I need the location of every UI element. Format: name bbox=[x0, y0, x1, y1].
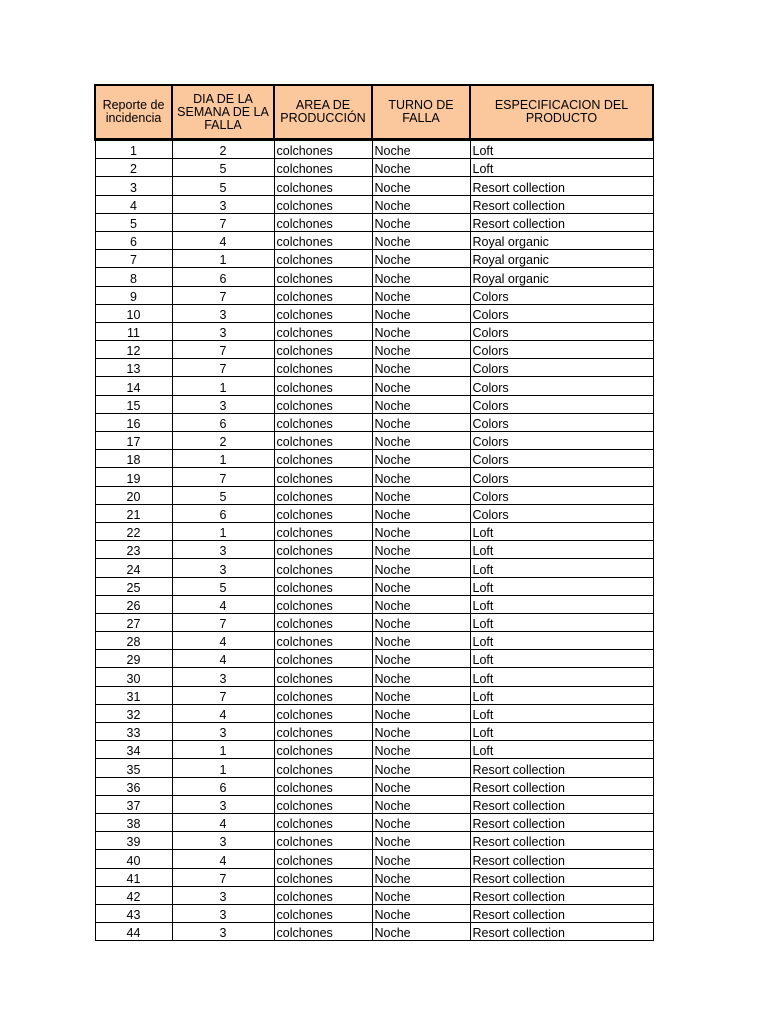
cell-reporte: 17 bbox=[95, 432, 172, 450]
cell-area: colchones bbox=[274, 632, 372, 650]
cell-area: colchones bbox=[274, 413, 372, 431]
cell-turno: Noche bbox=[372, 577, 470, 595]
cell-especificacion: Colors bbox=[470, 468, 653, 486]
table-row bbox=[95, 432, 653, 450]
table-row bbox=[95, 159, 653, 177]
cell-especificacion: Loft bbox=[470, 140, 653, 159]
cell-turno: Noche bbox=[372, 504, 470, 522]
incident-report-table bbox=[94, 84, 654, 941]
cell-dia: 6 bbox=[172, 268, 274, 286]
cell-area: colchones bbox=[274, 704, 372, 722]
cell-reporte: 23 bbox=[95, 541, 172, 559]
header-especificacion-producto: ESPECIFICACION DEL PRODUCTO bbox=[470, 85, 653, 140]
cell-area: colchones bbox=[274, 795, 372, 813]
table-row bbox=[95, 359, 653, 377]
table-row bbox=[95, 268, 653, 286]
cell-reporte: 22 bbox=[95, 522, 172, 540]
cell-turno: Noche bbox=[372, 195, 470, 213]
cell-dia: 2 bbox=[172, 432, 274, 450]
cell-dia: 7 bbox=[172, 359, 274, 377]
cell-reporte: 28 bbox=[95, 632, 172, 650]
cell-area: colchones bbox=[274, 832, 372, 850]
cell-especificacion: Colors bbox=[470, 504, 653, 522]
cell-area: colchones bbox=[274, 650, 372, 668]
cell-dia: 7 bbox=[172, 868, 274, 886]
cell-turno: Noche bbox=[372, 595, 470, 613]
cell-turno: Noche bbox=[372, 341, 470, 359]
cell-turno: Noche bbox=[372, 795, 470, 813]
cell-dia: 3 bbox=[172, 904, 274, 922]
table-row bbox=[95, 486, 653, 504]
table-row bbox=[95, 195, 653, 213]
cell-turno: Noche bbox=[372, 813, 470, 831]
cell-especificacion: Loft bbox=[470, 559, 653, 577]
cell-turno: Noche bbox=[372, 286, 470, 304]
cell-dia: 7 bbox=[172, 468, 274, 486]
cell-especificacion: Resort collection bbox=[470, 777, 653, 795]
cell-reporte: 6 bbox=[95, 231, 172, 249]
table-row bbox=[95, 850, 653, 868]
cell-especificacion: Royal organic bbox=[470, 250, 653, 268]
cell-area: colchones bbox=[274, 504, 372, 522]
cell-especificacion: Colors bbox=[470, 450, 653, 468]
cell-dia: 1 bbox=[172, 250, 274, 268]
table-row bbox=[95, 322, 653, 340]
cell-area: colchones bbox=[274, 286, 372, 304]
cell-especificacion: Resort collection bbox=[470, 213, 653, 231]
cell-reporte: 1 bbox=[95, 140, 172, 159]
header-turno-falla: TURNO DE FALLA bbox=[372, 85, 470, 140]
cell-dia: 3 bbox=[172, 322, 274, 340]
cell-reporte: 24 bbox=[95, 559, 172, 577]
cell-especificacion: Colors bbox=[470, 432, 653, 450]
cell-area: colchones bbox=[274, 595, 372, 613]
cell-dia: 5 bbox=[172, 577, 274, 595]
cell-especificacion: Loft bbox=[470, 541, 653, 559]
cell-especificacion: Resort collection bbox=[470, 195, 653, 213]
cell-reporte: 44 bbox=[95, 923, 172, 941]
table-row bbox=[95, 577, 653, 595]
cell-especificacion: Loft bbox=[470, 723, 653, 741]
cell-reporte: 8 bbox=[95, 268, 172, 286]
cell-turno: Noche bbox=[372, 395, 470, 413]
cell-reporte: 29 bbox=[95, 650, 172, 668]
table-row bbox=[95, 304, 653, 322]
table-row bbox=[95, 140, 653, 159]
cell-area: colchones bbox=[274, 741, 372, 759]
cell-reporte: 25 bbox=[95, 577, 172, 595]
cell-reporte: 19 bbox=[95, 468, 172, 486]
cell-reporte: 40 bbox=[95, 850, 172, 868]
cell-dia: 1 bbox=[172, 377, 274, 395]
cell-reporte: 42 bbox=[95, 886, 172, 904]
cell-area: colchones bbox=[274, 159, 372, 177]
cell-dia: 4 bbox=[172, 595, 274, 613]
cell-dia: 6 bbox=[172, 777, 274, 795]
table-row bbox=[95, 395, 653, 413]
cell-turno: Noche bbox=[372, 322, 470, 340]
cell-dia: 4 bbox=[172, 850, 274, 868]
cell-especificacion: Loft bbox=[470, 632, 653, 650]
cell-reporte: 14 bbox=[95, 377, 172, 395]
cell-area: colchones bbox=[274, 195, 372, 213]
table-row bbox=[95, 450, 653, 468]
cell-turno: Noche bbox=[372, 486, 470, 504]
cell-turno: Noche bbox=[372, 923, 470, 941]
cell-especificacion: Resort collection bbox=[470, 868, 653, 886]
cell-dia: 3 bbox=[172, 304, 274, 322]
cell-area: colchones bbox=[274, 541, 372, 559]
cell-reporte: 7 bbox=[95, 250, 172, 268]
cell-dia: 1 bbox=[172, 741, 274, 759]
cell-dia: 5 bbox=[172, 159, 274, 177]
cell-turno: Noche bbox=[372, 413, 470, 431]
cell-dia: 5 bbox=[172, 177, 274, 195]
cell-especificacion: Colors bbox=[470, 322, 653, 340]
cell-especificacion: Colors bbox=[470, 286, 653, 304]
cell-dia: 3 bbox=[172, 195, 274, 213]
cell-turno: Noche bbox=[372, 868, 470, 886]
header-dia-semana-falla: DIA DE LA SEMANA DE LA FALLA bbox=[172, 85, 274, 140]
cell-area: colchones bbox=[274, 868, 372, 886]
cell-especificacion: Loft bbox=[470, 595, 653, 613]
cell-reporte: 5 bbox=[95, 213, 172, 231]
header-row bbox=[95, 85, 653, 140]
table-row bbox=[95, 231, 653, 249]
cell-dia: 3 bbox=[172, 541, 274, 559]
cell-turno: Noche bbox=[372, 231, 470, 249]
cell-reporte: 9 bbox=[95, 286, 172, 304]
cell-area: colchones bbox=[274, 213, 372, 231]
table-row bbox=[95, 832, 653, 850]
cell-dia: 3 bbox=[172, 559, 274, 577]
cell-reporte: 31 bbox=[95, 686, 172, 704]
cell-turno: Noche bbox=[372, 759, 470, 777]
table-row bbox=[95, 795, 653, 813]
cell-dia: 3 bbox=[172, 832, 274, 850]
cell-reporte: 10 bbox=[95, 304, 172, 322]
cell-especificacion: Royal organic bbox=[470, 231, 653, 249]
table-row bbox=[95, 468, 653, 486]
cell-reporte: 37 bbox=[95, 795, 172, 813]
cell-reporte: 15 bbox=[95, 395, 172, 413]
cell-area: colchones bbox=[274, 686, 372, 704]
cell-reporte: 38 bbox=[95, 813, 172, 831]
cell-turno: Noche bbox=[372, 777, 470, 795]
cell-turno: Noche bbox=[372, 359, 470, 377]
cell-area: colchones bbox=[274, 268, 372, 286]
cell-reporte: 36 bbox=[95, 777, 172, 795]
table-row bbox=[95, 177, 653, 195]
cell-especificacion: Resort collection bbox=[470, 923, 653, 941]
cell-area: colchones bbox=[274, 668, 372, 686]
cell-especificacion: Resort collection bbox=[470, 904, 653, 922]
cell-especificacion: Loft bbox=[470, 686, 653, 704]
cell-dia: 3 bbox=[172, 923, 274, 941]
cell-reporte: 13 bbox=[95, 359, 172, 377]
cell-turno: Noche bbox=[372, 177, 470, 195]
cell-area: colchones bbox=[274, 450, 372, 468]
cell-turno: Noche bbox=[372, 632, 470, 650]
cell-area: colchones bbox=[274, 432, 372, 450]
cell-reporte: 12 bbox=[95, 341, 172, 359]
cell-area: colchones bbox=[274, 850, 372, 868]
cell-area: colchones bbox=[274, 904, 372, 922]
cell-especificacion: Loft bbox=[470, 650, 653, 668]
header-area-produccion: AREA DE PRODUCCIÓN bbox=[274, 85, 372, 140]
cell-especificacion: Resort collection bbox=[470, 886, 653, 904]
cell-turno: Noche bbox=[372, 559, 470, 577]
table-row bbox=[95, 904, 653, 922]
cell-area: colchones bbox=[274, 304, 372, 322]
cell-turno: Noche bbox=[372, 450, 470, 468]
cell-turno: Noche bbox=[372, 304, 470, 322]
cell-turno: Noche bbox=[372, 723, 470, 741]
cell-especificacion: Colors bbox=[470, 377, 653, 395]
cell-turno: Noche bbox=[372, 432, 470, 450]
cell-dia: 4 bbox=[172, 231, 274, 249]
cell-especificacion: Loft bbox=[470, 704, 653, 722]
cell-area: colchones bbox=[274, 140, 372, 159]
table-row bbox=[95, 504, 653, 522]
cell-reporte: 26 bbox=[95, 595, 172, 613]
cell-dia: 6 bbox=[172, 413, 274, 431]
table-row bbox=[95, 686, 653, 704]
cell-reporte: 3 bbox=[95, 177, 172, 195]
cell-turno: Noche bbox=[372, 213, 470, 231]
cell-area: colchones bbox=[274, 250, 372, 268]
header-reporte-incidencia: Reporte de incidencia bbox=[95, 85, 172, 140]
cell-especificacion: Resort collection bbox=[470, 813, 653, 831]
cell-area: colchones bbox=[274, 613, 372, 631]
cell-area: colchones bbox=[274, 923, 372, 941]
cell-dia: 7 bbox=[172, 613, 274, 631]
cell-dia: 4 bbox=[172, 650, 274, 668]
cell-turno: Noche bbox=[372, 850, 470, 868]
cell-area: colchones bbox=[274, 341, 372, 359]
cell-especificacion: Loft bbox=[470, 577, 653, 595]
cell-area: colchones bbox=[274, 468, 372, 486]
cell-turno: Noche bbox=[372, 668, 470, 686]
cell-area: colchones bbox=[274, 577, 372, 595]
cell-reporte: 2 bbox=[95, 159, 172, 177]
cell-turno: Noche bbox=[372, 522, 470, 540]
cell-reporte: 27 bbox=[95, 613, 172, 631]
cell-area: colchones bbox=[274, 813, 372, 831]
cell-especificacion: Resort collection bbox=[470, 795, 653, 813]
table-row bbox=[95, 341, 653, 359]
cell-reporte: 32 bbox=[95, 704, 172, 722]
cell-reporte: 39 bbox=[95, 832, 172, 850]
cell-area: colchones bbox=[274, 377, 372, 395]
cell-turno: Noche bbox=[372, 250, 470, 268]
table-row bbox=[95, 923, 653, 941]
cell-especificacion: Loft bbox=[470, 522, 653, 540]
cell-especificacion: Royal organic bbox=[470, 268, 653, 286]
cell-area: colchones bbox=[274, 177, 372, 195]
table-row bbox=[95, 377, 653, 395]
cell-especificacion: Colors bbox=[470, 359, 653, 377]
cell-dia: 1 bbox=[172, 522, 274, 540]
cell-reporte: 41 bbox=[95, 868, 172, 886]
cell-dia: 4 bbox=[172, 632, 274, 650]
cell-dia: 4 bbox=[172, 704, 274, 722]
table-row bbox=[95, 541, 653, 559]
table-row bbox=[95, 595, 653, 613]
table-row bbox=[95, 704, 653, 722]
table-row bbox=[95, 886, 653, 904]
cell-reporte: 30 bbox=[95, 668, 172, 686]
cell-dia: 3 bbox=[172, 723, 274, 741]
cell-dia: 2 bbox=[172, 140, 274, 159]
cell-especificacion: Colors bbox=[470, 304, 653, 322]
cell-reporte: 11 bbox=[95, 322, 172, 340]
table-row bbox=[95, 286, 653, 304]
cell-especificacion: Resort collection bbox=[470, 759, 653, 777]
cell-especificacion: Colors bbox=[470, 413, 653, 431]
cell-area: colchones bbox=[274, 723, 372, 741]
cell-dia: 7 bbox=[172, 341, 274, 359]
cell-turno: Noche bbox=[372, 886, 470, 904]
cell-especificacion: Colors bbox=[470, 395, 653, 413]
cell-reporte: 33 bbox=[95, 723, 172, 741]
cell-turno: Noche bbox=[372, 159, 470, 177]
table-row bbox=[95, 413, 653, 431]
cell-especificacion: Resort collection bbox=[470, 850, 653, 868]
cell-reporte: 43 bbox=[95, 904, 172, 922]
cell-reporte: 35 bbox=[95, 759, 172, 777]
cell-especificacion: Resort collection bbox=[470, 832, 653, 850]
cell-turno: Noche bbox=[372, 377, 470, 395]
table-row bbox=[95, 213, 653, 231]
cell-dia: 3 bbox=[172, 886, 274, 904]
cell-area: colchones bbox=[274, 759, 372, 777]
table-row bbox=[95, 522, 653, 540]
cell-turno: Noche bbox=[372, 704, 470, 722]
cell-turno: Noche bbox=[372, 613, 470, 631]
cell-especificacion: Loft bbox=[470, 668, 653, 686]
table-row bbox=[95, 668, 653, 686]
cell-reporte: 18 bbox=[95, 450, 172, 468]
table-row bbox=[95, 723, 653, 741]
cell-reporte: 34 bbox=[95, 741, 172, 759]
cell-especificacion: Loft bbox=[470, 741, 653, 759]
cell-dia: 7 bbox=[172, 686, 274, 704]
cell-area: colchones bbox=[274, 559, 372, 577]
cell-area: colchones bbox=[274, 231, 372, 249]
cell-reporte: 16 bbox=[95, 413, 172, 431]
cell-area: colchones bbox=[274, 886, 372, 904]
cell-dia: 4 bbox=[172, 813, 274, 831]
cell-reporte: 21 bbox=[95, 504, 172, 522]
cell-area: colchones bbox=[274, 395, 372, 413]
cell-area: colchones bbox=[274, 322, 372, 340]
table-row bbox=[95, 613, 653, 631]
cell-dia: 3 bbox=[172, 395, 274, 413]
table-row bbox=[95, 868, 653, 886]
cell-especificacion: Colors bbox=[470, 341, 653, 359]
cell-turno: Noche bbox=[372, 832, 470, 850]
cell-area: colchones bbox=[274, 522, 372, 540]
cell-dia: 1 bbox=[172, 450, 274, 468]
cell-area: colchones bbox=[274, 777, 372, 795]
table-row bbox=[95, 777, 653, 795]
cell-area: colchones bbox=[274, 486, 372, 504]
cell-dia: 1 bbox=[172, 759, 274, 777]
cell-especificacion: Colors bbox=[470, 486, 653, 504]
table-row bbox=[95, 632, 653, 650]
table-row bbox=[95, 559, 653, 577]
table-row bbox=[95, 741, 653, 759]
cell-dia: 3 bbox=[172, 795, 274, 813]
table-row bbox=[95, 650, 653, 668]
cell-dia: 7 bbox=[172, 286, 274, 304]
cell-especificacion: Resort collection bbox=[470, 177, 653, 195]
cell-turno: Noche bbox=[372, 741, 470, 759]
cell-dia: 7 bbox=[172, 213, 274, 231]
cell-turno: Noche bbox=[372, 650, 470, 668]
cell-reporte: 20 bbox=[95, 486, 172, 504]
cell-turno: Noche bbox=[372, 904, 470, 922]
table-row bbox=[95, 250, 653, 268]
cell-turno: Noche bbox=[372, 541, 470, 559]
cell-turno: Noche bbox=[372, 140, 470, 159]
cell-turno: Noche bbox=[372, 468, 470, 486]
cell-turno: Noche bbox=[372, 686, 470, 704]
cell-area: colchones bbox=[274, 359, 372, 377]
cell-dia: 6 bbox=[172, 504, 274, 522]
cell-especificacion: Loft bbox=[470, 613, 653, 631]
table-row bbox=[95, 759, 653, 777]
table-row bbox=[95, 813, 653, 831]
cell-dia: 3 bbox=[172, 668, 274, 686]
cell-reporte: 4 bbox=[95, 195, 172, 213]
cell-especificacion: Loft bbox=[470, 159, 653, 177]
cell-turno: Noche bbox=[372, 268, 470, 286]
cell-dia: 5 bbox=[172, 486, 274, 504]
table-body bbox=[95, 140, 653, 941]
